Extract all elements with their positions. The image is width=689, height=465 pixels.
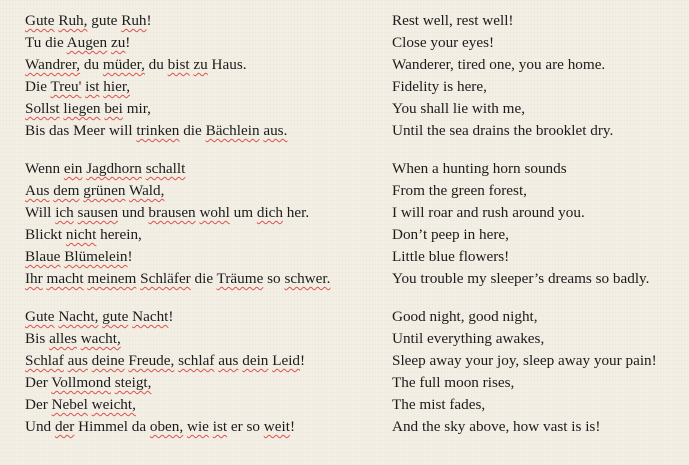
text-segment: Der [25, 374, 52, 391]
translation-line: When a hunting horn sounds [392, 160, 567, 177]
poem-line [25, 120, 330, 142]
spellcheck-flagged-word[interactable]: Nacht [132, 308, 169, 325]
poem-line [25, 268, 330, 290]
spellcheck-flagged-word[interactable]: trinken [136, 122, 180, 139]
spellcheck-flagged-word[interactable]: Jagdhorn [86, 160, 142, 177]
translation-line: You shall lie with me, [392, 100, 526, 117]
english-stanza [392, 10, 657, 142]
translation-line: Until everything awakes, [392, 330, 545, 347]
spellcheck-flagged-word[interactable]: nicht [65, 226, 97, 243]
text-segment: herein, [96, 226, 142, 243]
poem-line [25, 224, 330, 246]
poem-line [25, 76, 330, 98]
text-segment: Tu die [25, 34, 67, 51]
spellcheck-flagged-word[interactable]: wie [186, 418, 209, 435]
spellcheck-flagged-word[interactable]: Ruh [121, 12, 147, 29]
english-stanza [392, 306, 657, 438]
translation-line: And the sky above, how vast is is! [392, 418, 601, 435]
spellcheck-flagged-word[interactable]: der [54, 418, 75, 435]
english-text-column[interactable] [392, 10, 657, 454]
translation-line: The mist fades, [392, 396, 486, 413]
spellcheck-flagged-word[interactable]: Bächlein [205, 122, 260, 139]
translation-line: Close your eyes! [392, 34, 495, 51]
spellcheck-flagged-word[interactable]: Ruh, [58, 12, 88, 29]
german-stanza [25, 158, 330, 290]
text-segment: ! [127, 248, 133, 265]
poem-line [25, 10, 330, 32]
text-segment: Bis [25, 330, 50, 347]
poem-line [25, 54, 330, 76]
text-segment: Bis das Meer will [25, 122, 137, 139]
translation-line: I will roar and rush around you. [392, 204, 585, 221]
spellcheck-flagged-word[interactable]: aus. [263, 122, 288, 139]
german-stanza [25, 306, 330, 438]
spellcheck-flagged-word[interactable]: brausen [148, 204, 196, 221]
text-segment: mir, [122, 100, 151, 117]
spellcheck-flagged-word[interactable]: bist [167, 56, 190, 73]
spellcheck-flagged-word[interactable]: müder, [102, 56, 145, 73]
spellcheck-flagged-word[interactable]: ist [212, 418, 228, 435]
poem-line [25, 328, 330, 350]
spellcheck-flagged-word[interactable]: wacht, [80, 330, 121, 347]
text-segment: ! [300, 352, 306, 369]
translation-line: Good night, good night, [392, 308, 538, 325]
german-text-column[interactable] [25, 10, 330, 454]
spellcheck-flagged-word[interactable]: Träume [216, 270, 264, 287]
spellcheck-flagged-word[interactable]: meinem [87, 270, 137, 287]
spellcheck-flagged-word[interactable]: grünen [83, 182, 126, 199]
spellcheck-flagged-word[interactable]: wohl [199, 204, 230, 221]
poem-line [25, 32, 330, 54]
spellcheck-flagged-word[interactable]: schallt [145, 160, 186, 177]
spellcheck-flagged-word[interactable]: aus [218, 352, 239, 369]
spellcheck-flagged-word[interactable]: hier, [103, 78, 131, 95]
spellcheck-flagged-word[interactable]: Schläfer [140, 270, 191, 287]
text-segment: er so [227, 418, 264, 435]
translation-line: Wanderer, tired one, you are home. [392, 56, 606, 73]
poem-line [25, 372, 330, 394]
translation-line: Until the sea drains the brooklet dry. [392, 122, 614, 139]
text-segment: die [179, 122, 206, 139]
poem-line [25, 350, 330, 372]
poem-line [25, 98, 330, 120]
poem-line [25, 158, 330, 180]
spellcheck-flagged-word[interactable]: deine [91, 352, 125, 369]
text-segment: um [229, 204, 257, 221]
spellcheck-flagged-word[interactable]: Nacht, [58, 308, 99, 325]
spellcheck-flagged-word[interactable]: ist [85, 78, 100, 95]
spellcheck-flagged-word[interactable]: Aus [25, 182, 50, 199]
english-stanza [392, 158, 657, 290]
text-segment: die [190, 270, 217, 287]
spellcheck-flagged-word[interactable]: dich [256, 204, 283, 221]
poem-line [25, 416, 330, 438]
translation-line: Rest well, rest well! [392, 12, 514, 29]
poem-line [25, 180, 330, 202]
text-segment: her. [283, 204, 310, 221]
spellcheck-flagged-word[interactable]: weit [263, 418, 290, 435]
spellcheck-flagged-word[interactable]: Vollmond [51, 374, 111, 391]
translation-line: Fidelity is here, [392, 78, 487, 95]
spellcheck-flagged-word[interactable]: Freude, [128, 352, 175, 369]
text-segment: Die [25, 78, 51, 95]
spellcheck-flagged-word[interactable]: Blaue [25, 248, 61, 265]
spellcheck-flagged-word[interactable]: Blümelein [64, 248, 128, 265]
spellcheck-flagged-word[interactable]: Gute [25, 12, 55, 29]
text-segment: Blickt [25, 226, 66, 243]
spellcheck-flagged-word[interactable]: zu [110, 34, 126, 51]
text-segment: Der [25, 396, 52, 413]
text-segment: du [144, 56, 168, 73]
spellcheck-flagged-word[interactable]: liegen [63, 100, 101, 117]
text-segment: Himmel da [74, 418, 150, 435]
translation-line: Little blue flowers! [392, 248, 510, 265]
spellcheck-flagged-word[interactable]: oben, [149, 418, 184, 435]
spellcheck-flagged-word[interactable]: Nebel [51, 396, 88, 413]
spellcheck-flagged-word[interactable]: schwer. [284, 270, 331, 287]
spellcheck-flagged-word[interactable]: bei [104, 100, 123, 117]
spellcheck-flagged-word[interactable]: ein [63, 160, 83, 177]
text-segment: Will [25, 204, 56, 221]
translation-line: The full moon rises, [392, 374, 515, 391]
text-segment: ! [289, 418, 295, 435]
spellcheck-flagged-word[interactable]: alles [49, 330, 77, 347]
spellcheck-flagged-word[interactable]: weicht, [91, 396, 136, 413]
spellcheck-flagged-word[interactable]: Ihr [25, 270, 43, 287]
spellcheck-flagged-word[interactable]: Schlaf [25, 352, 64, 369]
spellcheck-flagged-word[interactable]: Gute [25, 308, 55, 325]
spellcheck-flagged-word[interactable]: Leid [272, 352, 301, 369]
translation-line: From the green forest, [392, 182, 527, 199]
translation-line: Don’t peep in here, [392, 226, 509, 243]
text-segment: so [263, 270, 285, 287]
text-segment: ! [168, 308, 174, 325]
spellcheck-flagged-word[interactable]: Wandrer, [25, 56, 81, 73]
spellcheck-flagged-word[interactable]: ich [55, 204, 74, 221]
spellcheck-flagged-word[interactable]: macht [46, 270, 84, 287]
spellcheck-flagged-word[interactable]: dem [53, 182, 80, 199]
spellcheck-flagged-word[interactable]: schlaf [178, 352, 215, 369]
text-segment: gute [87, 12, 122, 29]
spellcheck-flagged-word[interactable]: Wald, [128, 182, 165, 199]
spellcheck-flagged-word[interactable]: Augen [66, 34, 108, 51]
text-segment: Und [25, 418, 55, 435]
text-segment: du [80, 56, 103, 73]
text-segment: Haus. [207, 56, 247, 73]
translation-line: Sleep away your joy, sleep away your pain! [392, 352, 657, 369]
text-segment: ! [146, 12, 152, 29]
spellcheck-flagged-word[interactable]: Sollst [25, 100, 60, 117]
poem-line [25, 246, 330, 268]
spellcheck-flagged-word[interactable]: sausen [77, 204, 119, 221]
translation-line: You trouble my sleeper’s dreams so badly. [392, 270, 650, 287]
spellcheck-flagged-word[interactable]: dein [242, 352, 269, 369]
text-segment: ! [125, 34, 131, 51]
spellcheck-flagged-word[interactable]: aus [67, 352, 88, 369]
text-segment: und [118, 204, 149, 221]
spellcheck-flagged-word[interactable]: zu [193, 56, 208, 73]
spellcheck-flagged-word[interactable]: steigt, [114, 374, 152, 391]
spellcheck-flagged-word[interactable]: Treu' [50, 78, 82, 95]
german-stanza [25, 10, 330, 142]
text-segment: Wenn [25, 160, 64, 177]
spellcheck-flagged-word[interactable]: gute [102, 308, 129, 325]
poem-line [25, 202, 330, 224]
poem-line [25, 394, 330, 416]
poem-line [25, 306, 330, 328]
